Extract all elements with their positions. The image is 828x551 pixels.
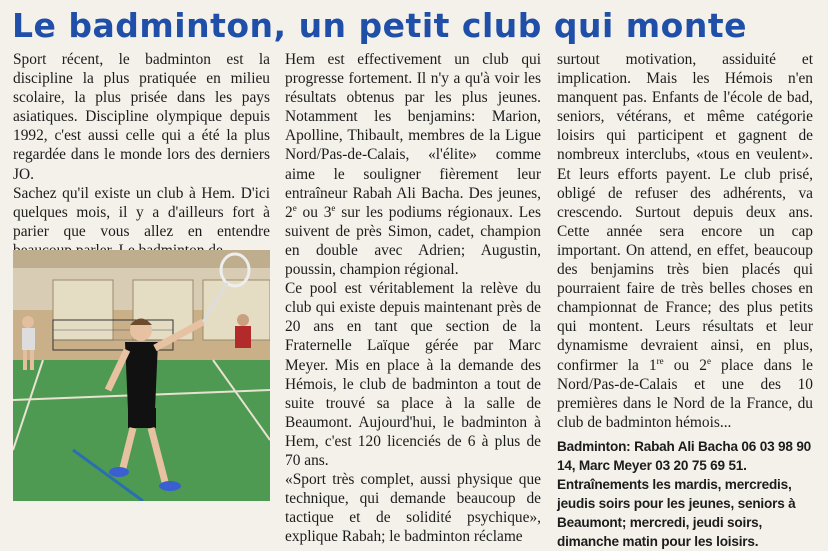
photo-illustration (13, 250, 270, 501)
column-1 (13, 50, 270, 260)
paragraph: Ce pool est véritablement la relève du club qui existe depuis maintenant près de 20 ans en tant que section de la Fraternelle Laïque gérée par Marc Meyer. Mis en place à la demande des Hémois, le club de badminton a tout de suite trouvé sa place à la salle de Beaumont. Aujourd'hui, le badminton à Hem, c'est 120 licenciés de 6 à plus de 70 ans. (285, 280, 541, 469)
paragraph (557, 50, 813, 432)
ordinal-suffix: re (656, 355, 664, 366)
paragraph: «Sport très complet, aussi physique que technique, qui demande beaucoup de tactique et de solidité psychique», explique Rabah; le badminton réclame (285, 471, 541, 546)
badminton-photo (13, 250, 270, 501)
paragraph-text: surtout motivation, assiduité et implication. Mais les Hémois n'en manquent pas. Enfants de l'école de bad, seniors, vétérans, et même catégorie loisirs qui participent et gagnent de nombreux interclubs, «tous en veulent». Et leurs efforts payent. Le club prisé, obligé de refuser des adhérents, va crescendo. Surtout depuis deux ans. Cette année sera encore un cap important. On attend, en effet, beaucoup des benjamins très bien placés qui pourraient faire de très belles choses en championnat de France; des plus petits qui montent. Leurs résultats et leur dynamisme devraient ainsi, en plus, confirmer la (557, 51, 813, 374)
column-3 (557, 50, 813, 551)
ordinal-suffix: e (331, 202, 336, 213)
ordinal-suffix: e (706, 355, 711, 366)
paragraph-text: Hem est effectivement un club qui progresse fortement. Il n'y a qu'à voir les résultats obtenus par les plus jeunes. Notamment les benjamins: Marion, Apolline, Thibault, membres de la Ligue Nord/Pas-de-Calais, «l'élite» comme aime le souligner fièrement leur entraîneur Rabah Ali Bacha. Des jeunes, (285, 51, 541, 202)
column-2 (285, 50, 541, 546)
paragraph: Sachez qu'il existe un club à Hem. D'ici quelques mois, il y a d'ailleurs fort à parier que vous allez en entendre (13, 184, 270, 240)
paragraph-text: ou (673, 356, 690, 374)
ordinal-number: 3 (323, 203, 332, 221)
paragraph: Sport récent, le badminton est la discipline la plus pratiquée en milieu scolaire, la plus prisée dans les pays asiatiques. Discipline olympique depuis 1992, c'est aussi celle qui a été la plus regardée dans le monde lors des derniers JO. (13, 51, 270, 183)
paragraph-text: sur les podiums régionaux. Les suivent de près Simon, cadet, champion en double avec Adrien; Augustin, poussin, champion régional. (285, 203, 541, 279)
paragraph (285, 50, 541, 279)
ordinal-number: 2 (285, 203, 293, 221)
ordinal-suffix: e (292, 202, 297, 213)
ordinal-number: 2 (699, 356, 707, 374)
article-title: Le badminton, un petit club qui monte (12, 6, 747, 45)
paragraph-text: ou (302, 203, 318, 221)
ordinal-number: 1 (648, 356, 657, 374)
paragraph-text: place dans le Nord/Pas-de-Calais et une des 10 premières dans le Nord de la France, du club de badminton hémois... (557, 356, 813, 431)
contact-info: Badminton: Rabah Ali Bacha 06 03 98 90 14, Marc Meyer 03 20 75 69 51. Entraînements les mardis, mercredis, jeudis soirs pour les jeunes, seniors à Beaumont; mercredi, jeudi soirs, dimanche matin pour les loisirs. (557, 438, 812, 550)
